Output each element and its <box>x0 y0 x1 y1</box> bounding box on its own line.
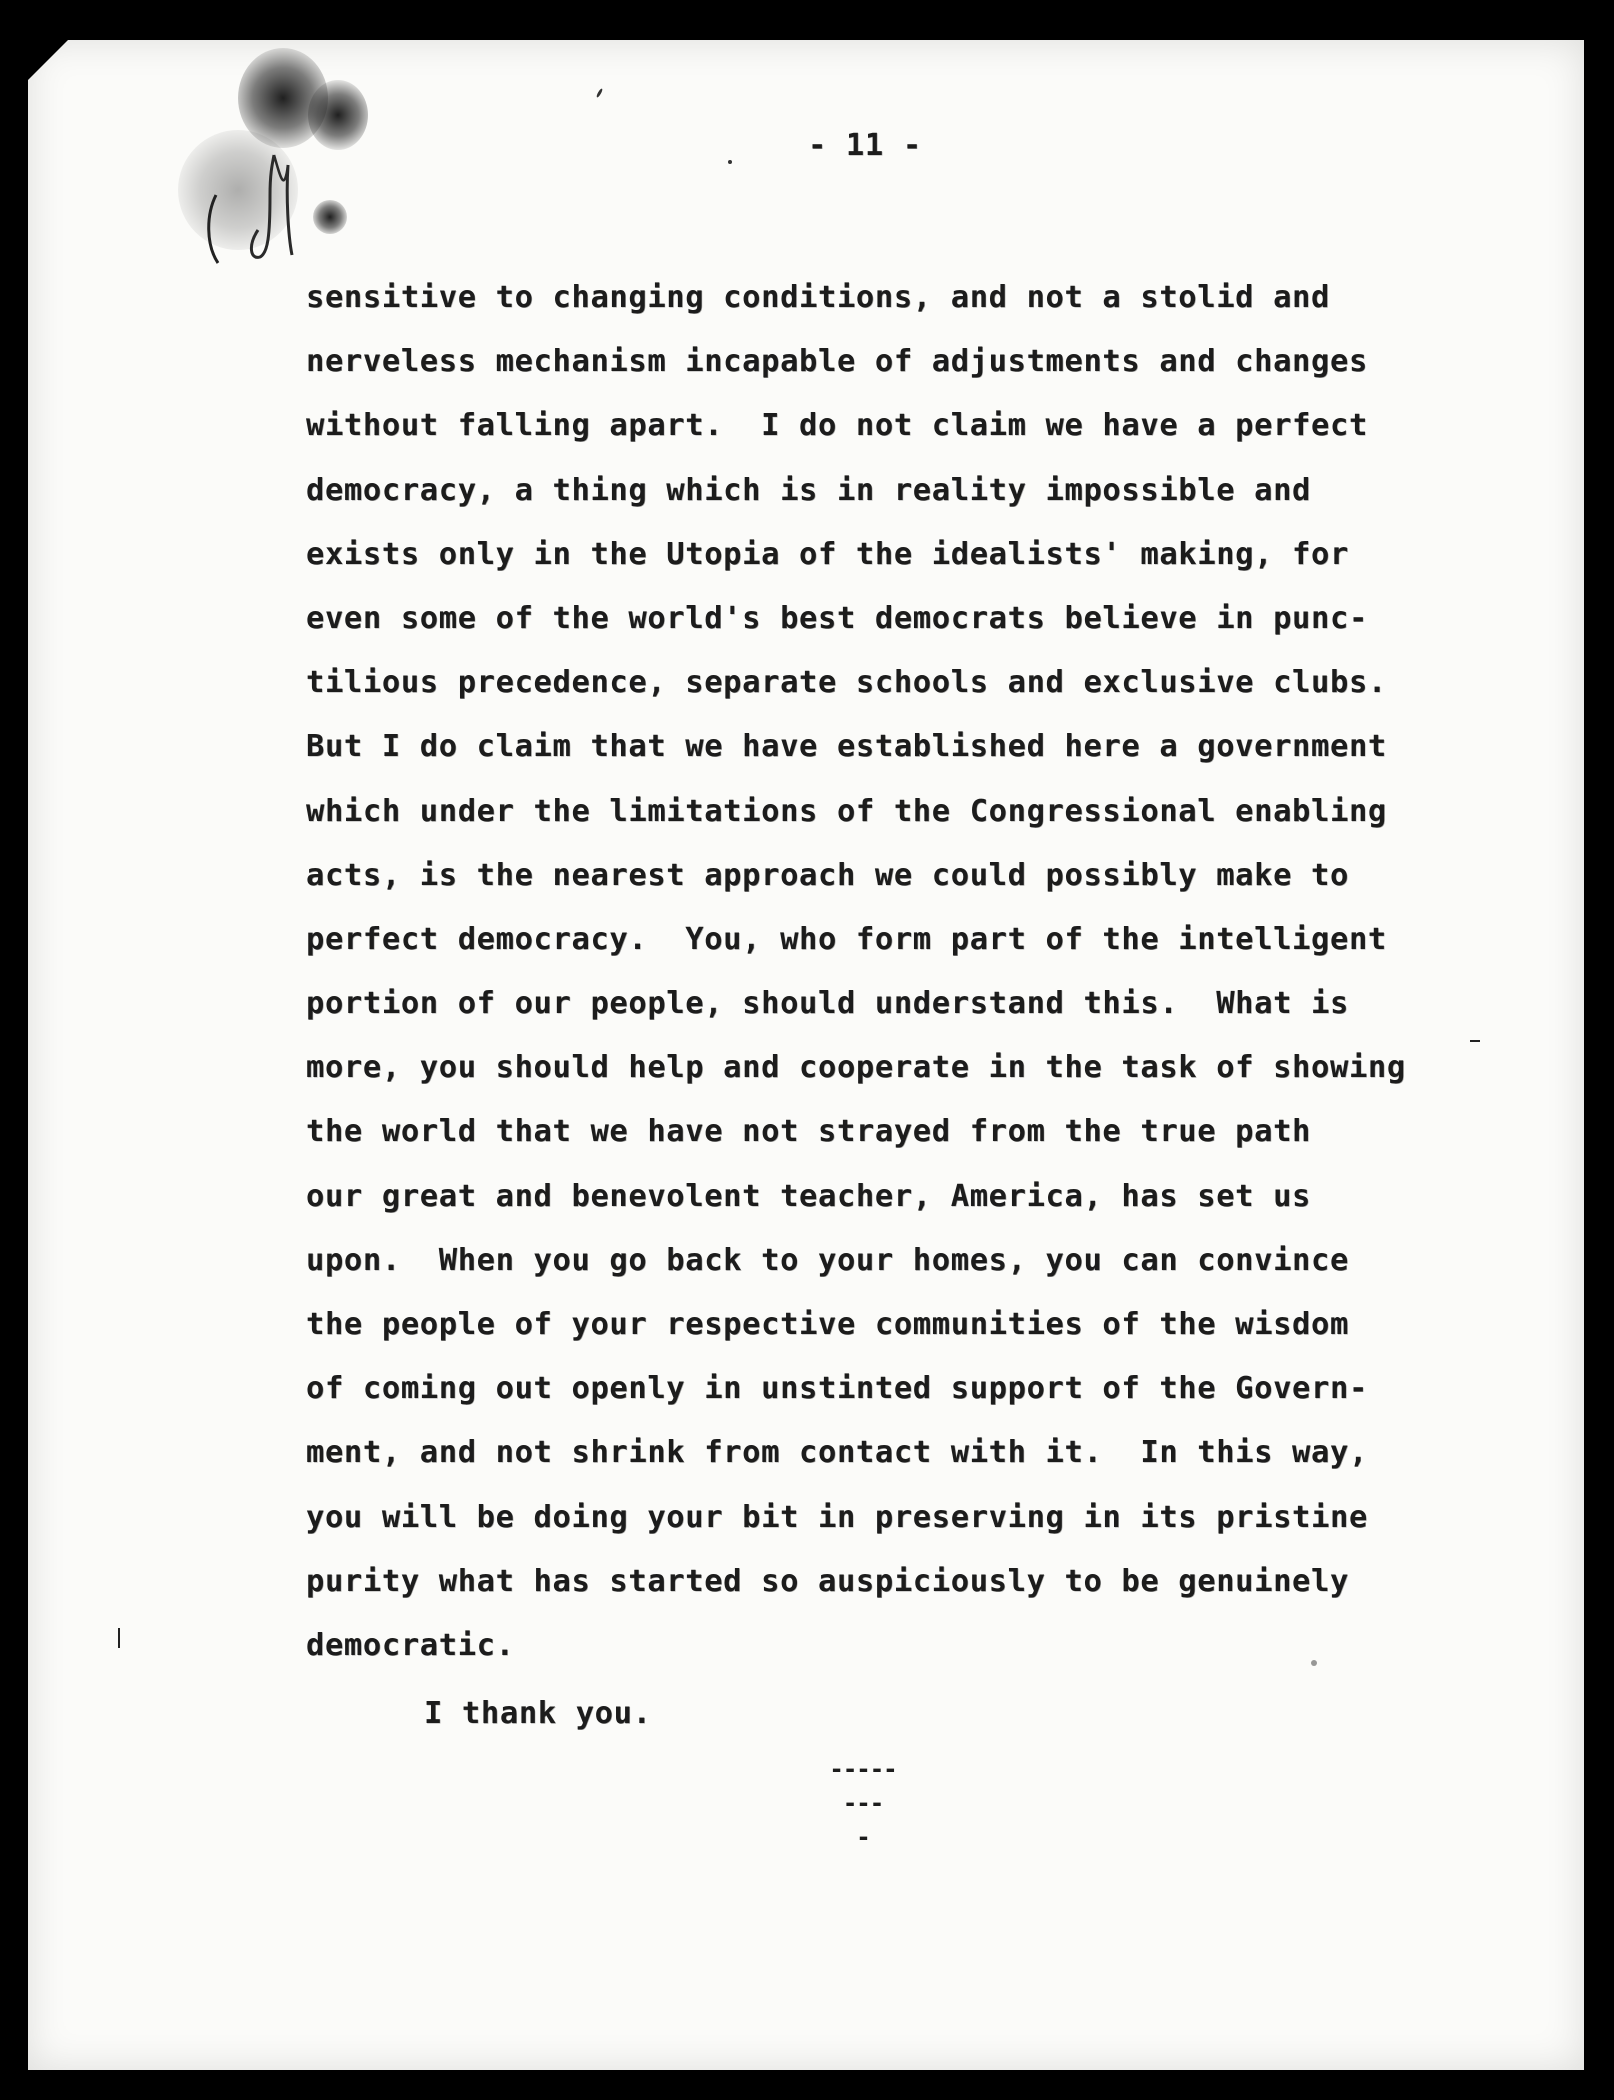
text-line: But I do claim that we have established here a government <box>306 729 1387 765</box>
text-line: nerveless mechanism incapable of adjustments and changes <box>306 344 1368 380</box>
text-line: without falling apart. I do not claim we have a perfect <box>306 408 1368 444</box>
text-line: ment, and not shrink from contact with it. In this way, <box>306 1435 1368 1471</box>
end-mark-line: - <box>856 1823 870 1851</box>
text-line: democratic. <box>306 1627 515 1663</box>
text-line: perfect democracy. You, who form part of the intelligent <box>306 921 1387 957</box>
text-line: the world that we have not strayed from the true path <box>306 1114 1312 1150</box>
closing-line: I thank you. <box>424 1696 652 1731</box>
text-line: of coming out openly in unstinted support of the Govern- <box>306 1371 1368 1407</box>
text-line: upon. When you go back to your homes, you can convince <box>306 1242 1349 1278</box>
text-line: tilious precedence, separate schools and exclusive clubs. <box>306 665 1387 701</box>
margin-tick <box>118 1628 120 1648</box>
torn-corner <box>28 40 68 80</box>
text-line: our great and benevolent teacher, America, has set us <box>306 1178 1312 1214</box>
end-mark-line: --- <box>842 1789 884 1817</box>
text-line: which under the limitations of the Congressional enabling <box>306 793 1387 829</box>
text-line: portion of our people, should understand this. What is <box>306 986 1349 1022</box>
text-line: more, you should help and cooperate in the task of showing <box>306 1050 1406 1086</box>
paper-speck <box>728 160 732 164</box>
margin-tick <box>1470 1040 1480 1042</box>
text-line: acts, is the nearest approach we could possibly make to <box>306 857 1349 893</box>
body-text <box>306 266 1486 1678</box>
text-line: you will be doing your bit in preserving in its pristine <box>306 1499 1368 1535</box>
end-of-document-mark <box>813 1752 913 1854</box>
text-line: democracy, a thing which is in reality impossible and <box>306 472 1312 508</box>
handwritten-mark <box>188 135 338 275</box>
document-page <box>28 40 1584 2070</box>
text-line: sensitive to changing conditions, and not a stolid and <box>306 280 1330 315</box>
text-line: exists only in the Utopia of the idealists' making, for <box>306 536 1349 572</box>
text-line: the people of your respective communities of the wisdom <box>306 1307 1349 1342</box>
end-mark-line: ----- <box>829 1755 897 1783</box>
text-line: purity what has started so auspiciously to be genuinely <box>306 1563 1349 1599</box>
text-line: even some of the world's best democrats believe in punc- <box>306 600 1368 636</box>
paper-speck <box>596 88 604 98</box>
page-number: - 11 - <box>808 128 922 163</box>
